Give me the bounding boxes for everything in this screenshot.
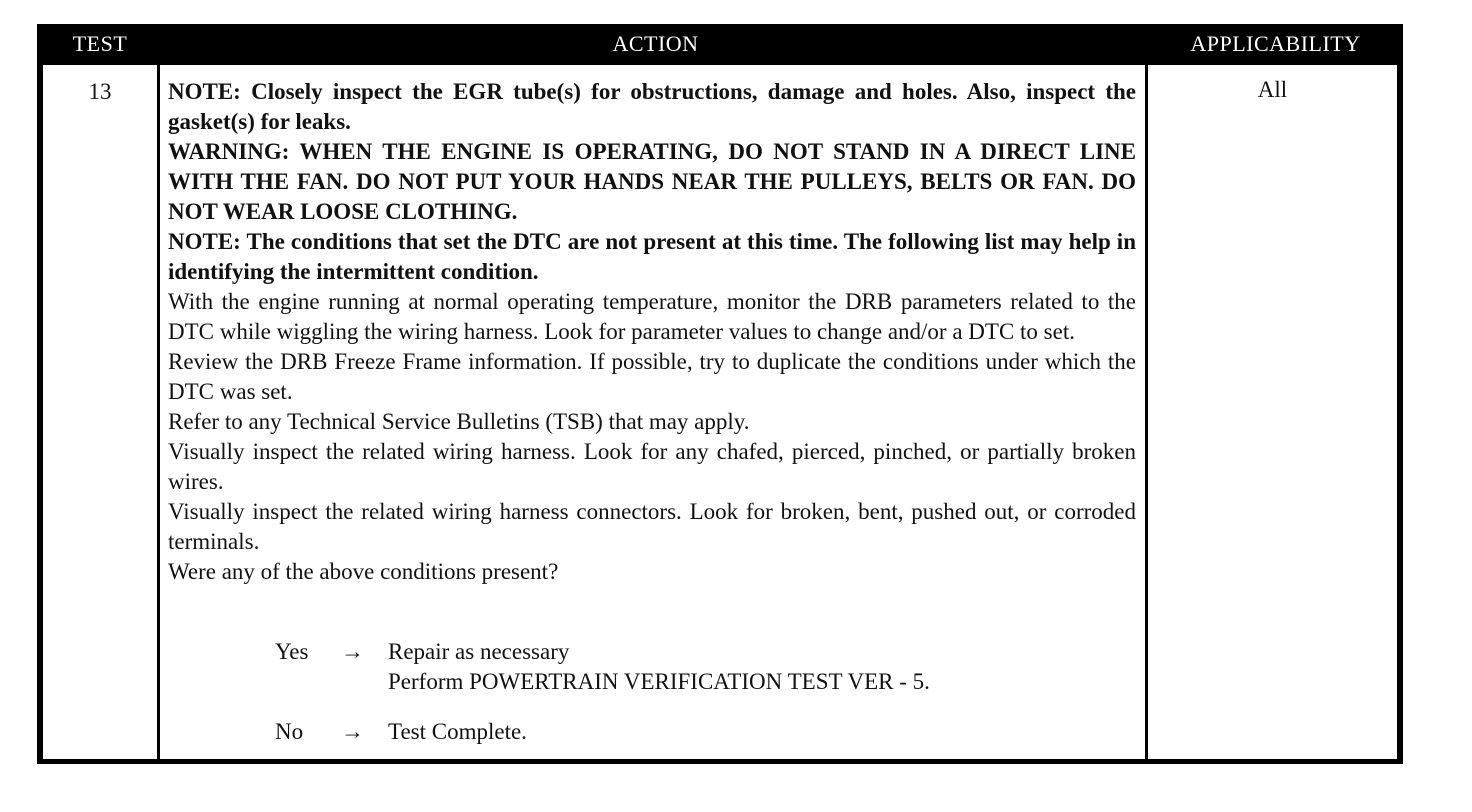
no-label: No (275, 719, 304, 744)
no-action: Test Complete. (388, 719, 527, 744)
step-freeze-frame: Review the DRB Freeze Frame information. If possible, try to duplicate the conditions under which the DTC was set. (168, 349, 1136, 404)
arrow-icon: → (341, 719, 364, 744)
step-inspect-harness: Visually inspect the related wiring harness. Look for any chafed, pierced, pinched, or partially broken wires. (168, 439, 1136, 494)
header-action: ACTION (612, 31, 699, 56)
warning-fan: WARNING: WHEN THE ENGINE IS OPERATING, DO NOT STAND IN A DIRECT LINE WITH THE FAN. DO NOT PUT YOUR HANDS NEAR THE PULLEYS, BELTS OR FAN. DO NOT WEAR LOOSE CLOTHING. (168, 139, 1136, 224)
yes-action-line2: Perform POWERTRAIN VERIFICATION TEST VER - 5. (388, 669, 930, 694)
test-cell (43, 65, 157, 759)
yes-action-line1: Repair as necessary (388, 639, 570, 664)
action-cell (160, 65, 1145, 759)
applicability-value: All (1257, 77, 1288, 102)
arrow-icon: → (341, 639, 364, 664)
step-inspect-connectors: Visually inspect the related wiring harness connectors. Look for broken, bent, pushed out, or corroded terminals. (168, 499, 1136, 554)
applicability-cell (1148, 65, 1397, 759)
header-applicability: APPLICABILITY (1190, 31, 1361, 56)
diagnostic-test-table (37, 24, 1403, 764)
note-egr: NOTE: Closely inspect the EGR tube(s) for obstructions, damage and holes. Also, inspect the gasket(s) for leaks. (168, 79, 1136, 134)
note-intermittent: NOTE: The conditions that set the DTC are not present at this time. The following list may help in identifying the intermittent condition. (168, 229, 1136, 284)
test-number: 13 (88, 79, 112, 104)
question: Were any of the above conditions present? (168, 559, 559, 584)
yes-label: Yes (275, 639, 309, 664)
step-monitor-drb: With the engine running at normal operating temperature, monitor the DRB parameters related to the DTC while wiggling the wiring harness. Look for parameter values to change and/or a DTC to set. (168, 289, 1136, 344)
action-text (168, 77, 1136, 587)
step-tsb: Refer to any Technical Service Bulletins (TSB) that may apply. (168, 409, 750, 434)
header-test: TEST (72, 31, 128, 56)
